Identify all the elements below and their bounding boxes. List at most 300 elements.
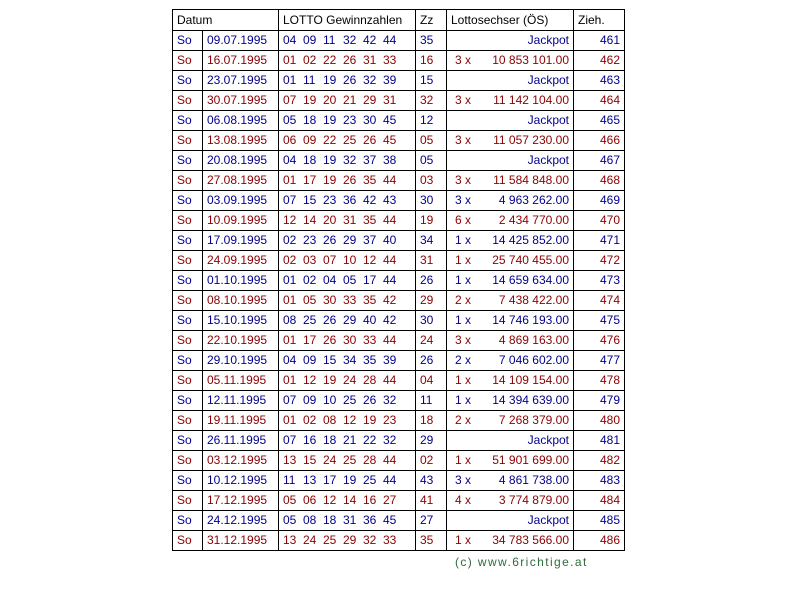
table-row bbox=[173, 51, 625, 71]
lottosechser-cell bbox=[447, 231, 574, 251]
winning-number: 18 bbox=[323, 513, 337, 527]
winning-number: 02 bbox=[283, 233, 297, 247]
winner-count: 1 x bbox=[455, 453, 472, 467]
winning-number: 01 bbox=[283, 273, 297, 287]
weekday-cell: So bbox=[173, 511, 203, 531]
winning-number: 12 bbox=[363, 253, 377, 267]
prize-amount: 25 740 455.00 bbox=[492, 253, 569, 267]
winning-numbers-cell bbox=[279, 511, 416, 531]
zusatzzahl-cell: 24 bbox=[416, 331, 447, 351]
winning-number: 33 bbox=[343, 293, 357, 307]
date-cell: 10.12.1995 bbox=[203, 471, 279, 491]
winning-number: 10 bbox=[323, 393, 337, 407]
draw-number-cell: 476 bbox=[574, 331, 625, 351]
lottosechser-cell bbox=[447, 511, 574, 531]
table-row bbox=[173, 391, 625, 411]
table-header-row bbox=[173, 10, 625, 31]
winning-number: 29 bbox=[343, 313, 357, 327]
winning-number: 33 bbox=[383, 53, 397, 67]
winning-number: 04 bbox=[283, 353, 297, 367]
draw-number-cell: 478 bbox=[574, 371, 625, 391]
draw-number-cell: 466 bbox=[574, 131, 625, 151]
winning-number: 08 bbox=[323, 413, 337, 427]
winning-number: 40 bbox=[383, 233, 397, 247]
winning-numbers-cell bbox=[279, 111, 416, 131]
winning-number: 29 bbox=[343, 233, 357, 247]
winning-number: 32 bbox=[363, 73, 377, 87]
prize-amount: 51 901 699.00 bbox=[492, 453, 569, 467]
winning-number: 36 bbox=[343, 193, 357, 207]
winning-number: 09 bbox=[303, 33, 317, 47]
winning-number: 45 bbox=[383, 513, 397, 527]
table-row bbox=[173, 231, 625, 251]
zusatzzahl-cell: 35 bbox=[416, 31, 447, 51]
winning-number: 19 bbox=[323, 153, 337, 167]
winning-number: 04 bbox=[283, 33, 297, 47]
draw-number-cell: 475 bbox=[574, 311, 625, 331]
winner-count: 3 x bbox=[455, 193, 472, 207]
winning-number: 43 bbox=[383, 193, 397, 207]
zusatzzahl-cell: 29 bbox=[416, 291, 447, 311]
winning-number: 24 bbox=[343, 373, 357, 387]
weekday-cell: So bbox=[173, 391, 203, 411]
winner-count: 2 x bbox=[455, 413, 472, 427]
winning-number: 23 bbox=[323, 193, 337, 207]
lottosechser-cell bbox=[447, 51, 574, 71]
winning-number: 09 bbox=[303, 133, 317, 147]
winning-number: 23 bbox=[303, 233, 317, 247]
table-row bbox=[173, 251, 625, 271]
winning-number: 21 bbox=[343, 433, 357, 447]
winning-number: 07 bbox=[283, 433, 297, 447]
winning-number: 11 bbox=[323, 33, 336, 47]
prize-amount: 14 394 639.00 bbox=[492, 393, 569, 407]
winning-number: 42 bbox=[363, 33, 377, 47]
winning-number: 28 bbox=[363, 453, 377, 467]
winning-numbers-cell bbox=[279, 171, 416, 191]
winning-number: 05 bbox=[283, 513, 297, 527]
lottosechser-cell bbox=[447, 151, 574, 171]
zusatzzahl-cell: 15 bbox=[416, 71, 447, 91]
prize-amount: 34 783 566.00 bbox=[492, 533, 569, 547]
winning-number: 30 bbox=[363, 113, 377, 127]
date-cell: 08.10.1995 bbox=[203, 291, 279, 311]
winning-number: 42 bbox=[383, 293, 397, 307]
date-cell: 17.09.1995 bbox=[203, 231, 279, 251]
weekday-cell: So bbox=[173, 491, 203, 511]
winning-number: 11 bbox=[303, 73, 316, 87]
prize-amount: 7 046 602.00 bbox=[498, 353, 569, 367]
prize-amount: Jackpot bbox=[527, 33, 569, 47]
weekday-cell: So bbox=[173, 191, 203, 211]
draw-number-cell: 465 bbox=[574, 111, 625, 131]
lottosechser-cell bbox=[447, 71, 574, 91]
table-row bbox=[173, 431, 625, 451]
zusatzzahl-cell: 29 bbox=[416, 431, 447, 451]
winning-number: 02 bbox=[303, 53, 317, 67]
date-cell: 10.09.1995 bbox=[203, 211, 279, 231]
winning-number: 23 bbox=[343, 113, 357, 127]
winning-numbers-cell bbox=[279, 411, 416, 431]
winning-number: 23 bbox=[383, 413, 397, 427]
winning-number: 26 bbox=[323, 313, 337, 327]
table-row bbox=[173, 131, 625, 151]
prize-amount: Jackpot bbox=[527, 73, 569, 87]
zusatzzahl-cell: 31 bbox=[416, 251, 447, 271]
winning-number: 44 bbox=[383, 33, 397, 47]
winning-number: 16 bbox=[303, 433, 317, 447]
winning-number: 26 bbox=[343, 173, 357, 187]
winning-number: 31 bbox=[343, 213, 357, 227]
zusatzzahl-cell: 05 bbox=[416, 131, 447, 151]
header-zz: Zz bbox=[416, 10, 447, 31]
winning-number: 44 bbox=[383, 173, 397, 187]
date-cell: 09.07.1995 bbox=[203, 31, 279, 51]
winning-numbers-cell bbox=[279, 491, 416, 511]
winning-number: 44 bbox=[383, 273, 397, 287]
table-row bbox=[173, 511, 625, 531]
zusatzzahl-cell: 30 bbox=[416, 311, 447, 331]
lottosechser-cell bbox=[447, 291, 574, 311]
winning-numbers-cell bbox=[279, 331, 416, 351]
winner-count: 3 x bbox=[455, 333, 472, 347]
lottosechser-cell bbox=[447, 131, 574, 151]
winning-number: 08 bbox=[283, 313, 297, 327]
draw-number-cell: 473 bbox=[574, 271, 625, 291]
winning-numbers-cell bbox=[279, 451, 416, 471]
winning-number: 03 bbox=[303, 253, 317, 267]
zusatzzahl-cell: 27 bbox=[416, 511, 447, 531]
zusatzzahl-cell: 03 bbox=[416, 171, 447, 191]
winning-number: 31 bbox=[363, 53, 377, 67]
weekday-cell: So bbox=[173, 231, 203, 251]
winning-numbers-cell bbox=[279, 311, 416, 331]
weekday-cell: So bbox=[173, 151, 203, 171]
lottosechser-cell bbox=[447, 531, 574, 551]
winning-number: 02 bbox=[283, 253, 297, 267]
weekday-cell: So bbox=[173, 111, 203, 131]
winning-number: 19 bbox=[323, 113, 337, 127]
lottosechser-cell bbox=[447, 171, 574, 191]
weekday-cell: So bbox=[173, 271, 203, 291]
lottosechser-cell bbox=[447, 271, 574, 291]
winning-number: 20 bbox=[323, 213, 337, 227]
winning-numbers-cell bbox=[279, 291, 416, 311]
winning-number: 42 bbox=[383, 313, 397, 327]
winning-number: 07 bbox=[323, 253, 337, 267]
winning-number: 18 bbox=[303, 153, 317, 167]
date-cell: 16.07.1995 bbox=[203, 51, 279, 71]
draw-number-cell: 479 bbox=[574, 391, 625, 411]
draw-number-cell: 483 bbox=[574, 471, 625, 491]
weekday-cell: So bbox=[173, 371, 203, 391]
lotto-results-table bbox=[172, 9, 625, 551]
winning-number: 25 bbox=[303, 313, 317, 327]
date-cell: 05.11.1995 bbox=[203, 371, 279, 391]
prize-amount: 4 861 738.00 bbox=[498, 473, 569, 487]
winning-number: 09 bbox=[303, 353, 317, 367]
lottosechser-cell bbox=[447, 391, 574, 411]
prize-amount: Jackpot bbox=[527, 113, 569, 127]
date-cell: 30.07.1995 bbox=[203, 91, 279, 111]
winning-number: 22 bbox=[323, 53, 337, 67]
table-row bbox=[173, 291, 625, 311]
winning-number: 25 bbox=[363, 473, 377, 487]
winning-number: 25 bbox=[343, 393, 357, 407]
table-row bbox=[173, 411, 625, 431]
lottosechser-cell bbox=[447, 411, 574, 431]
winning-numbers-cell bbox=[279, 531, 416, 551]
winning-number: 32 bbox=[383, 433, 397, 447]
winning-number: 19 bbox=[363, 413, 377, 427]
zusatzzahl-cell: 30 bbox=[416, 191, 447, 211]
winning-number: 45 bbox=[383, 113, 397, 127]
zusatzzahl-cell: 26 bbox=[416, 351, 447, 371]
winning-numbers-cell bbox=[279, 271, 416, 291]
draw-number-cell: 472 bbox=[574, 251, 625, 271]
weekday-cell: So bbox=[173, 51, 203, 71]
winning-number: 01 bbox=[283, 293, 297, 307]
winning-number: 39 bbox=[383, 353, 397, 367]
date-cell: 24.09.1995 bbox=[203, 251, 279, 271]
winning-number: 01 bbox=[283, 413, 297, 427]
winning-number: 40 bbox=[363, 313, 377, 327]
winning-number: 08 bbox=[303, 513, 317, 527]
winner-count: 3 x bbox=[455, 93, 472, 107]
winning-number: 14 bbox=[343, 493, 357, 507]
weekday-cell: So bbox=[173, 411, 203, 431]
winner-count: 3 x bbox=[455, 173, 472, 187]
winning-number: 35 bbox=[363, 173, 377, 187]
winning-numbers-cell bbox=[279, 251, 416, 271]
lottosechser-cell bbox=[447, 351, 574, 371]
weekday-cell: So bbox=[173, 251, 203, 271]
winning-number: 01 bbox=[283, 53, 297, 67]
table-row bbox=[173, 371, 625, 391]
date-cell: 03.12.1995 bbox=[203, 451, 279, 471]
table-row bbox=[173, 531, 625, 551]
weekday-cell: So bbox=[173, 171, 203, 191]
winning-number: 17 bbox=[323, 473, 337, 487]
winning-number: 44 bbox=[383, 253, 397, 267]
prize-amount: 14 746 193.00 bbox=[492, 313, 569, 327]
winning-number: 32 bbox=[343, 153, 357, 167]
winning-number: 13 bbox=[283, 533, 297, 547]
draw-number-cell: 471 bbox=[574, 231, 625, 251]
date-cell: 23.07.1995 bbox=[203, 71, 279, 91]
winning-numbers-cell bbox=[279, 351, 416, 371]
winning-number: 33 bbox=[363, 333, 377, 347]
winning-number: 25 bbox=[343, 133, 357, 147]
winning-number: 42 bbox=[363, 193, 377, 207]
winning-numbers-cell bbox=[279, 471, 416, 491]
winning-number: 26 bbox=[363, 133, 377, 147]
winning-number: 22 bbox=[323, 133, 337, 147]
winning-number: 02 bbox=[303, 413, 317, 427]
winning-number: 32 bbox=[343, 33, 357, 47]
prize-amount: 11 142 104.00 bbox=[493, 93, 569, 107]
winner-count: 3 x bbox=[455, 133, 472, 147]
table-row bbox=[173, 111, 625, 131]
winning-number: 37 bbox=[363, 233, 377, 247]
winning-number: 07 bbox=[283, 393, 297, 407]
winning-number: 44 bbox=[383, 333, 397, 347]
winning-number: 15 bbox=[303, 453, 317, 467]
lottosechser-cell bbox=[447, 431, 574, 451]
winning-number: 26 bbox=[343, 73, 357, 87]
prize-amount: Jackpot bbox=[527, 153, 569, 167]
prize-amount: 4 963 262.00 bbox=[498, 193, 569, 207]
lottosechser-cell bbox=[447, 111, 574, 131]
lottosechser-cell bbox=[447, 211, 574, 231]
table-row bbox=[173, 471, 625, 491]
winning-number: 07 bbox=[283, 193, 297, 207]
winning-numbers-cell bbox=[279, 431, 416, 451]
header-lottosechser: Lottosechser (ÖS) bbox=[447, 10, 574, 31]
winning-number: 24 bbox=[303, 533, 317, 547]
winning-number: 19 bbox=[343, 473, 357, 487]
winning-number: 05 bbox=[303, 293, 317, 307]
winning-number: 13 bbox=[283, 453, 297, 467]
table-row bbox=[173, 351, 625, 371]
winning-number: 34 bbox=[343, 353, 357, 367]
winning-number: 15 bbox=[303, 193, 317, 207]
winning-number: 28 bbox=[363, 373, 377, 387]
winning-numbers-cell bbox=[279, 31, 416, 51]
date-cell: 13.08.1995 bbox=[203, 131, 279, 151]
draw-number-cell: 482 bbox=[574, 451, 625, 471]
winning-number: 05 bbox=[283, 113, 297, 127]
winning-number: 35 bbox=[363, 353, 377, 367]
table-row bbox=[173, 71, 625, 91]
winning-number: 13 bbox=[303, 473, 317, 487]
winning-number: 04 bbox=[283, 153, 297, 167]
winning-number: 32 bbox=[383, 393, 397, 407]
weekday-cell: So bbox=[173, 31, 203, 51]
winning-numbers-cell bbox=[279, 151, 416, 171]
date-cell: 26.11.1995 bbox=[203, 431, 279, 451]
weekday-cell: So bbox=[173, 91, 203, 111]
winner-count: 3 x bbox=[455, 53, 472, 67]
prize-amount: 14 659 634.00 bbox=[492, 273, 569, 287]
date-cell: 31.12.1995 bbox=[203, 531, 279, 551]
zusatzzahl-cell: 19 bbox=[416, 211, 447, 231]
lottosechser-cell bbox=[447, 331, 574, 351]
draw-number-cell: 464 bbox=[574, 91, 625, 111]
zusatzzahl-cell: 16 bbox=[416, 51, 447, 71]
winning-number: 32 bbox=[363, 533, 377, 547]
winning-number: 05 bbox=[343, 273, 357, 287]
table-body bbox=[173, 31, 625, 551]
winning-numbers-cell bbox=[279, 131, 416, 151]
winning-number: 30 bbox=[343, 333, 357, 347]
winning-number: 31 bbox=[383, 93, 397, 107]
lottosechser-cell bbox=[447, 251, 574, 271]
date-cell: 24.12.1995 bbox=[203, 511, 279, 531]
winner-count: 2 x bbox=[455, 353, 472, 367]
winner-count: 6 x bbox=[455, 213, 472, 227]
date-cell: 29.10.1995 bbox=[203, 351, 279, 371]
draw-number-cell: 480 bbox=[574, 411, 625, 431]
table-row bbox=[173, 451, 625, 471]
draw-number-cell: 486 bbox=[574, 531, 625, 551]
draw-number-cell: 461 bbox=[574, 31, 625, 51]
winning-number: 39 bbox=[383, 73, 397, 87]
table-row bbox=[173, 31, 625, 51]
winning-number: 21 bbox=[343, 93, 357, 107]
prize-amount: 11 057 230.00 bbox=[493, 133, 569, 147]
winning-numbers-cell bbox=[279, 71, 416, 91]
winner-count: 1 x bbox=[455, 233, 472, 247]
winning-number: 18 bbox=[303, 113, 317, 127]
winning-number: 31 bbox=[343, 513, 357, 527]
winning-number: 15 bbox=[323, 353, 337, 367]
zusatzzahl-cell: 43 bbox=[416, 471, 447, 491]
lottosechser-cell bbox=[447, 491, 574, 511]
lottosechser-cell bbox=[447, 451, 574, 471]
winning-number: 36 bbox=[363, 513, 377, 527]
winning-number: 44 bbox=[383, 213, 397, 227]
draw-number-cell: 468 bbox=[574, 171, 625, 191]
zusatzzahl-cell: 41 bbox=[416, 491, 447, 511]
draw-number-cell: 477 bbox=[574, 351, 625, 371]
date-cell: 15.10.1995 bbox=[203, 311, 279, 331]
zusatzzahl-cell: 32 bbox=[416, 91, 447, 111]
table-row bbox=[173, 271, 625, 291]
winner-count: 3 x bbox=[455, 473, 472, 487]
winning-number: 29 bbox=[343, 533, 357, 547]
winning-number: 17 bbox=[303, 173, 317, 187]
winning-number: 35 bbox=[363, 293, 377, 307]
draw-number-cell: 469 bbox=[574, 191, 625, 211]
winning-number: 12 bbox=[283, 213, 297, 227]
weekday-cell: So bbox=[173, 431, 203, 451]
winning-number: 12 bbox=[323, 493, 337, 507]
draw-number-cell: 484 bbox=[574, 491, 625, 511]
lottosechser-cell bbox=[447, 371, 574, 391]
copyright-link[interactable]: (c) www.6richtige.at bbox=[455, 555, 588, 569]
date-cell: 22.10.1995 bbox=[203, 331, 279, 351]
table-row bbox=[173, 491, 625, 511]
date-cell: 01.10.1995 bbox=[203, 271, 279, 291]
zusatzzahl-cell: 18 bbox=[416, 411, 447, 431]
winning-number: 37 bbox=[363, 153, 377, 167]
winning-numbers-cell bbox=[279, 91, 416, 111]
prize-amount: 3 774 879.00 bbox=[498, 493, 569, 507]
lottosechser-cell bbox=[447, 191, 574, 211]
table-row bbox=[173, 191, 625, 211]
winner-count: 1 x bbox=[455, 273, 472, 287]
prize-amount: 10 853 101.00 bbox=[492, 53, 569, 67]
draw-number-cell: 485 bbox=[574, 511, 625, 531]
winning-number: 01 bbox=[283, 373, 297, 387]
weekday-cell: So bbox=[173, 471, 203, 491]
winning-number: 05 bbox=[283, 493, 297, 507]
winner-count: 4 x bbox=[455, 493, 472, 507]
winning-number: 12 bbox=[343, 413, 357, 427]
prize-amount: Jackpot bbox=[527, 433, 569, 447]
zusatzzahl-cell: 02 bbox=[416, 451, 447, 471]
date-cell: 27.08.1995 bbox=[203, 171, 279, 191]
table-row bbox=[173, 331, 625, 351]
draw-number-cell: 470 bbox=[574, 211, 625, 231]
winner-count: 1 x bbox=[455, 393, 472, 407]
table-row bbox=[173, 211, 625, 231]
winning-number: 11 bbox=[283, 473, 296, 487]
winning-number: 02 bbox=[303, 273, 317, 287]
weekday-cell: So bbox=[173, 311, 203, 331]
winning-number: 16 bbox=[363, 493, 377, 507]
